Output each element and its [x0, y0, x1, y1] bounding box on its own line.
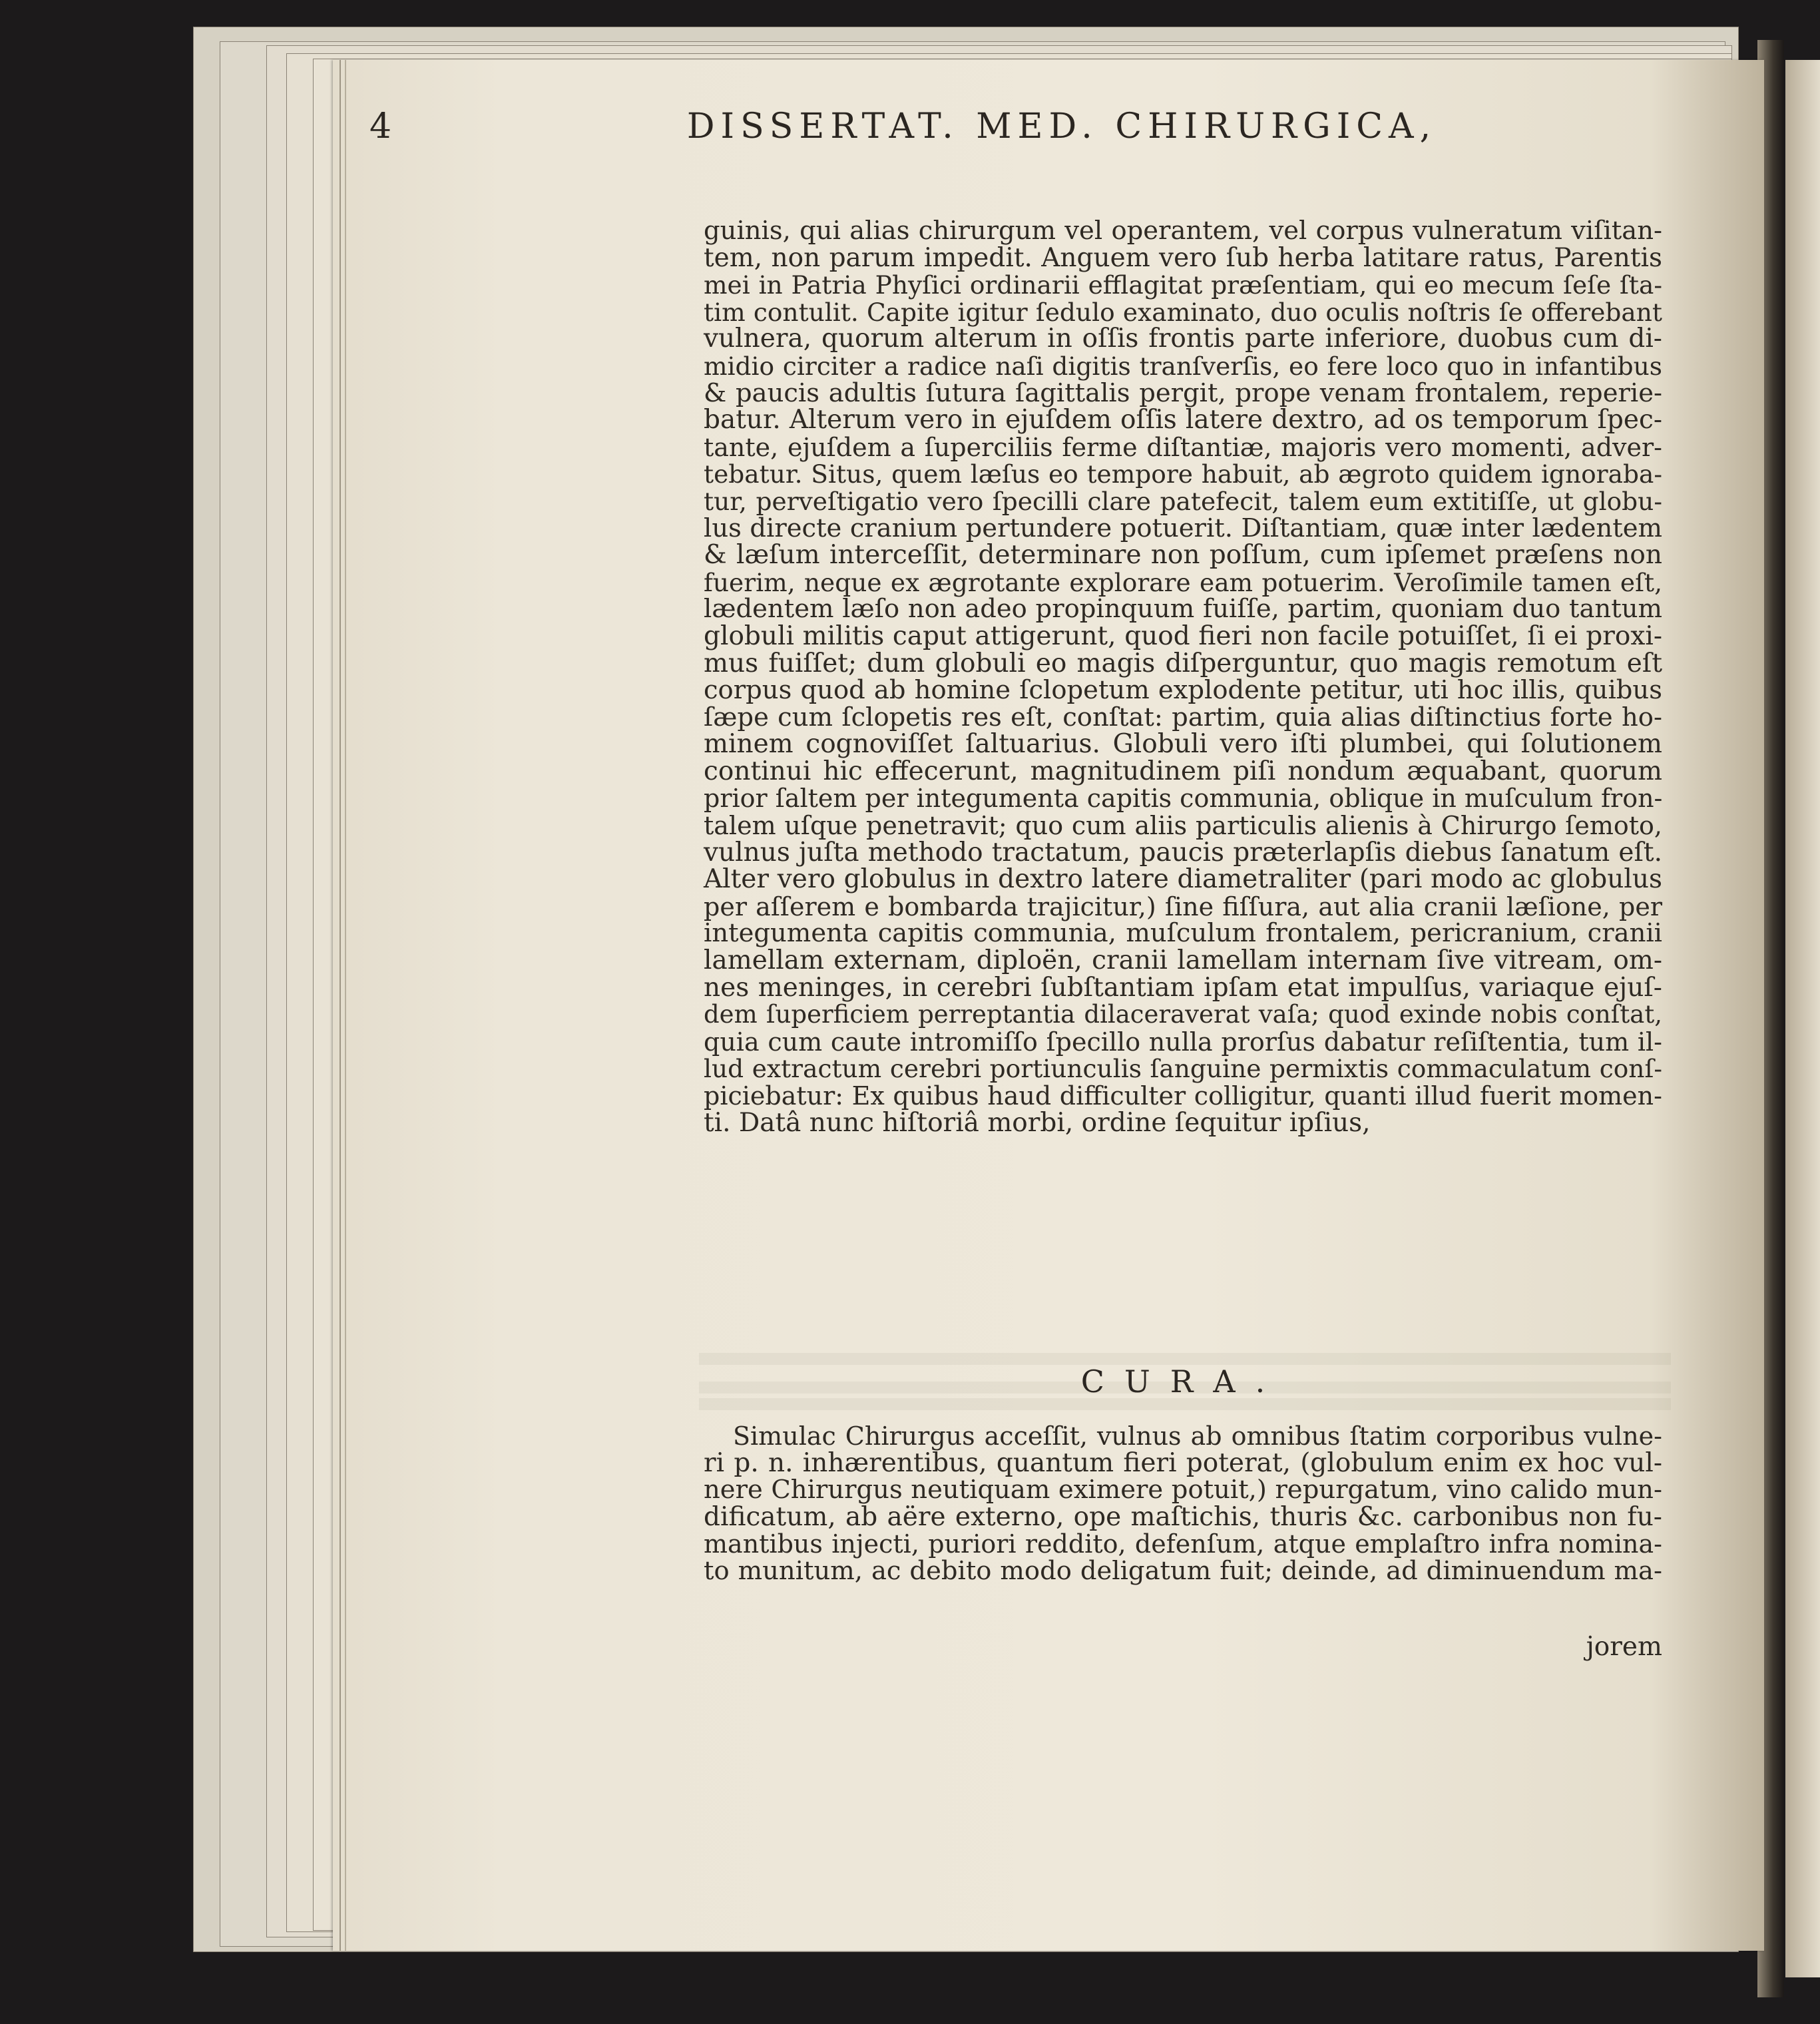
text-line: prior ſaltem per integumenta capitis communia, oblique in muſculum fron- — [704, 784, 1663, 814]
text-line: integumenta capitis communia, muſculum frontalem, pericranium, cranii — [704, 918, 1662, 949]
text-line: dem ſuperficiem perreptantia dilaceraverat vaſa; quod exinde nobis conſtat, — [704, 1000, 1662, 1029]
text-line: nere Chirurgus neutiquam eximere potuit,) repurgatum, vino calido mun- — [704, 1475, 1662, 1505]
text-line: tur, perveſtigatio vero ſpecilli clare patefecit, talem eum extitiſſe, ut globu- — [704, 486, 1662, 516]
catchword: jorem — [1586, 1632, 1662, 1662]
text-line: lædentem læſo non adeo propinquum fuiſſe, partim, quoniam duo tantum — [704, 594, 1662, 625]
text-line: & paucis adultis ſutura ſagittalis pergit, prope venam frontalem, reperie- — [704, 378, 1662, 408]
text-line: lus directe cranium pertundere potuerit. Diſtantiam, quæ inter lædentem — [704, 513, 1662, 543]
facing-page-edge — [1785, 60, 1820, 1977]
text-line: to munitum, ac debito modo deligatum fuit; deinde, ad diminuendum ma- — [704, 1555, 1662, 1586]
text-line: ri p. n. inhærentibus, quantum fieri poterat, (globulum enim ex hoc vul- — [704, 1447, 1662, 1478]
text-line: lamellam externam, diploën, cranii lamellam internam ſive vitream, om- — [704, 945, 1662, 976]
text-line: midio circiter a radice naſi digitis tranſverſis, eo fere loco quo in infantibus — [704, 351, 1662, 381]
text-line: ſæpe cum ſclopetis res eſt, conſtat: partim, quia alias diſtinctius forte ho- — [704, 702, 1662, 732]
text-line: & læſum interceſſit, determinare non poſſum, cum ipſemet præſens non — [704, 540, 1662, 571]
text-line: tante, ejuſdem a ſuperciliis ferme diſtantiæ, majoris vero momenti, adver- — [704, 432, 1662, 462]
running-head: DISSERTAT. MED. CHIRURGICA, — [686, 107, 1437, 146]
text-line: fuerim, neque ex ægrotante explorare eam potuerim. Veroſimile tamen eſt, — [704, 567, 1662, 597]
text-line: vulnera, quorum alterum in oſſis frontis parte inferiore, duobus cum di- — [704, 324, 1662, 354]
text-line: Simulac Chirurgus acceſſit, vulnus ab omnibus ſtatim corporibus vulne- — [733, 1421, 1662, 1451]
text-line: batur. Alterum vero in ejuſdem oſſis latere dextro, ad os temporum ſpec- — [704, 405, 1662, 435]
text-line: tebatur. Situs, quem læſus eo tempore habuit, ab ægroto quidem ignoraba- — [704, 459, 1662, 489]
text-line: tim contulit. Capite igitur ſedulo examinato, duo oculis noſtris ſe offerebant — [704, 297, 1662, 327]
cura-text — [704, 1423, 1662, 1585]
text-line: quia cum caute intromiſſo ſpecillo nulla prorſus dabatur reſiſtentia, tum il- — [704, 1027, 1662, 1057]
text-line: mus fuiſſet; dum globuli eo magis diſperguntur, quo magis remotum eſt — [704, 648, 1662, 678]
text-line: mantibus injecti, puriori reddito, defenſum, atque emplaſtro infra nomina- — [704, 1529, 1662, 1559]
body-text — [704, 218, 1662, 1137]
text-line: per aſſerem e bombarda trajicitur,) ſine fiſſura, aut alia cranii læſione, per — [704, 891, 1662, 921]
text-line: Alter vero globulus in dextro latere diametraliter (pari modo ac globulus — [704, 864, 1662, 895]
text-line: ti. Datâ nunc hiſtoriâ morbi, ordine ſequitur ipſius, — [704, 1107, 1371, 1138]
text-line: continui hic effecerunt, magnitudinem piſi nondum æquabant, quorum — [704, 756, 1662, 786]
text-line: mei in Patria Phyſici ordinarii efflagitat præſentiam, qui eo mecum ſeſe ſta- — [704, 270, 1662, 300]
text-line: minem cognoviſſet ſaltuarius. Globuli vero iſti plumbei, qui ſolutionem — [704, 729, 1662, 760]
text-line: guinis, qui alias chirurgum vel operantem, vel corpus vulneratum viſitan- — [704, 216, 1662, 246]
text-line: piciebatur: Ex quibus haud difficulter colligitur, quanti illud fuerit momen- — [704, 1081, 1662, 1111]
text-line: globuli militis caput attigerunt, quod fieri non facile potuiſſet, ſi ei proxi- — [704, 621, 1662, 651]
text-line: vulnus juſta methodo tractatum, paucis præterlapſis diebus ſanatum eſt. — [704, 837, 1662, 868]
text-line: lud extractum cerebri portiunculis ſanguine permixtis commaculatum conſ- — [704, 1054, 1662, 1084]
text-line: talem uſque penetravit; quo cum aliis particulis alienis à Chirurgo ſemoto, — [704, 811, 1662, 841]
text-line: dificatum, ab aëre externo, ope maſtichis, thuris &c. carbonibus non fu- — [704, 1501, 1662, 1532]
section-heading: CURA. — [1080, 1364, 1285, 1399]
text-line: corpus quod ab homine ſclopetum explodente petitur, uti hoc illis, quibus — [704, 675, 1662, 706]
text-line: tem, non parum impedit. Anguem vero ſub herba latitare ratus, Parentis — [704, 242, 1662, 273]
text-line: nes meninges, in cerebri ſubſtantiam ipſam etat impulſus, variaque ejuſ- — [704, 972, 1662, 1003]
page-number: 4 — [369, 107, 398, 146]
